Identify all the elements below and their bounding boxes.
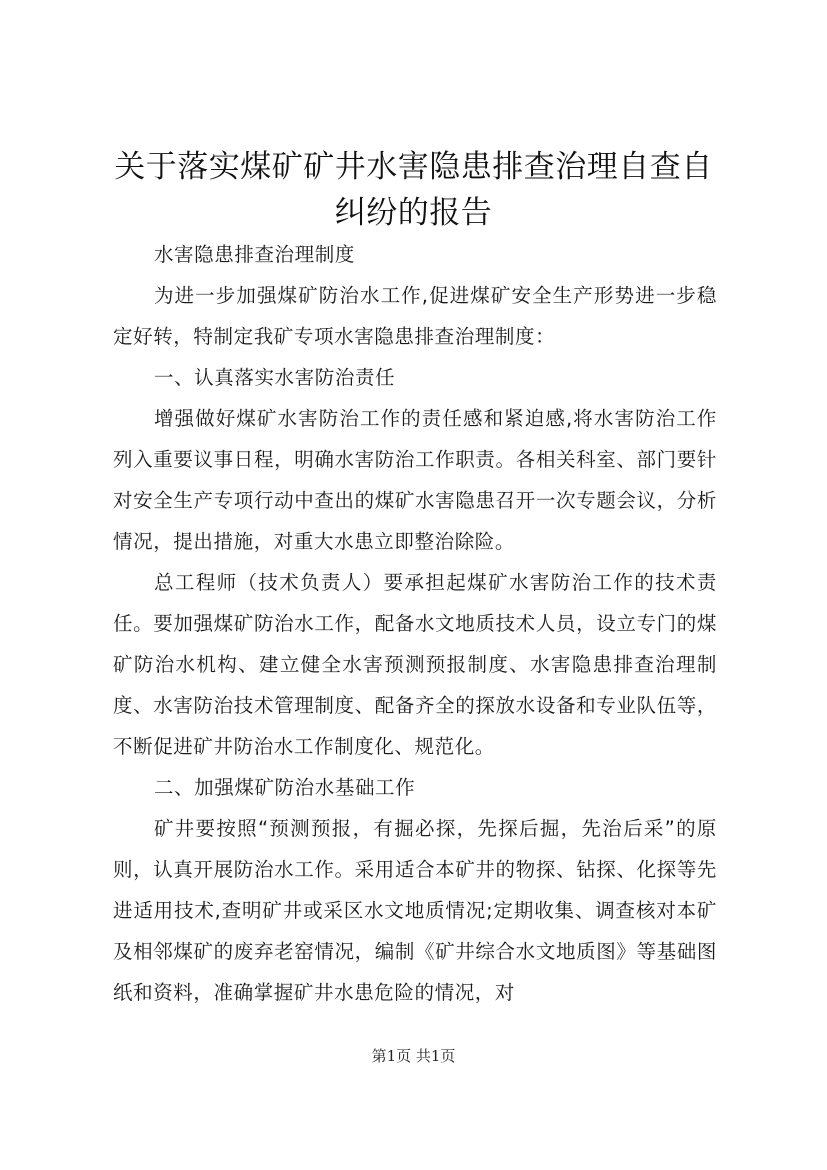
paragraph-6: 二、加强煤矿防治水基础工作 bbox=[153, 776, 416, 799]
page-number-footer: 第1页 共1页 bbox=[371, 1047, 456, 1065]
paragraph-1: 水害隐患排查治理制度 bbox=[153, 243, 355, 266]
document-title: 关于落实煤矿矿井水害隐患排查治理自查自纠纷的报告 bbox=[114, 149, 713, 231]
paragraph-2: 为进一步加强煤矿防治水工作,促进煤矿安全生产形势进一步稳定好转，特制定我矿专项水害隐患排查治理制度： bbox=[113, 284, 717, 348]
paragraph-7: 矿井要按照“预测预报，有掘必探，先探后掘，先治后采”的原则，认真开展防治水工作。采用适合本矿井的物探、钻探、化探等先进适用技术,查明矿井或采区水文地质情况;定期收集、调查核对本矿及相邻煤矿的废弃老窑情况，编制《矿井综合水文地质图》等基础图纸和资料，准确掌握矿井水患危险的情况，对 bbox=[113, 817, 717, 1004]
paragraph-5: 总工程师（技术负责人）要承担起煤矿水害防治工作的技术责任。要加强煤矿防治水工作，配备水文地质技术人员，设立专门的煤矿防治水机构、建立健全水害预测预报制度、水害隐患排查治理制度、水害防治技术管理制度、配备齐全的探放水设备和专业队伍等，不断促进矿井防治水工作制度化、规范化。 bbox=[113, 571, 717, 758]
paragraph-4: 增强做好煤矿水害防治工作的责任感和紧迫感,将水害防治工作列入重要议事日程，明确水害防治工作职责。各相关科室、部门要针对安全生产专项行动中查出的煤矿水害隐患召开一次专题会议，分析情况，提出措施，对重大水患立即整治除险。 bbox=[113, 407, 717, 553]
paragraph-3: 一、认真落实水害防治责任 bbox=[153, 366, 396, 389]
document-body bbox=[113, 234, 717, 1013]
